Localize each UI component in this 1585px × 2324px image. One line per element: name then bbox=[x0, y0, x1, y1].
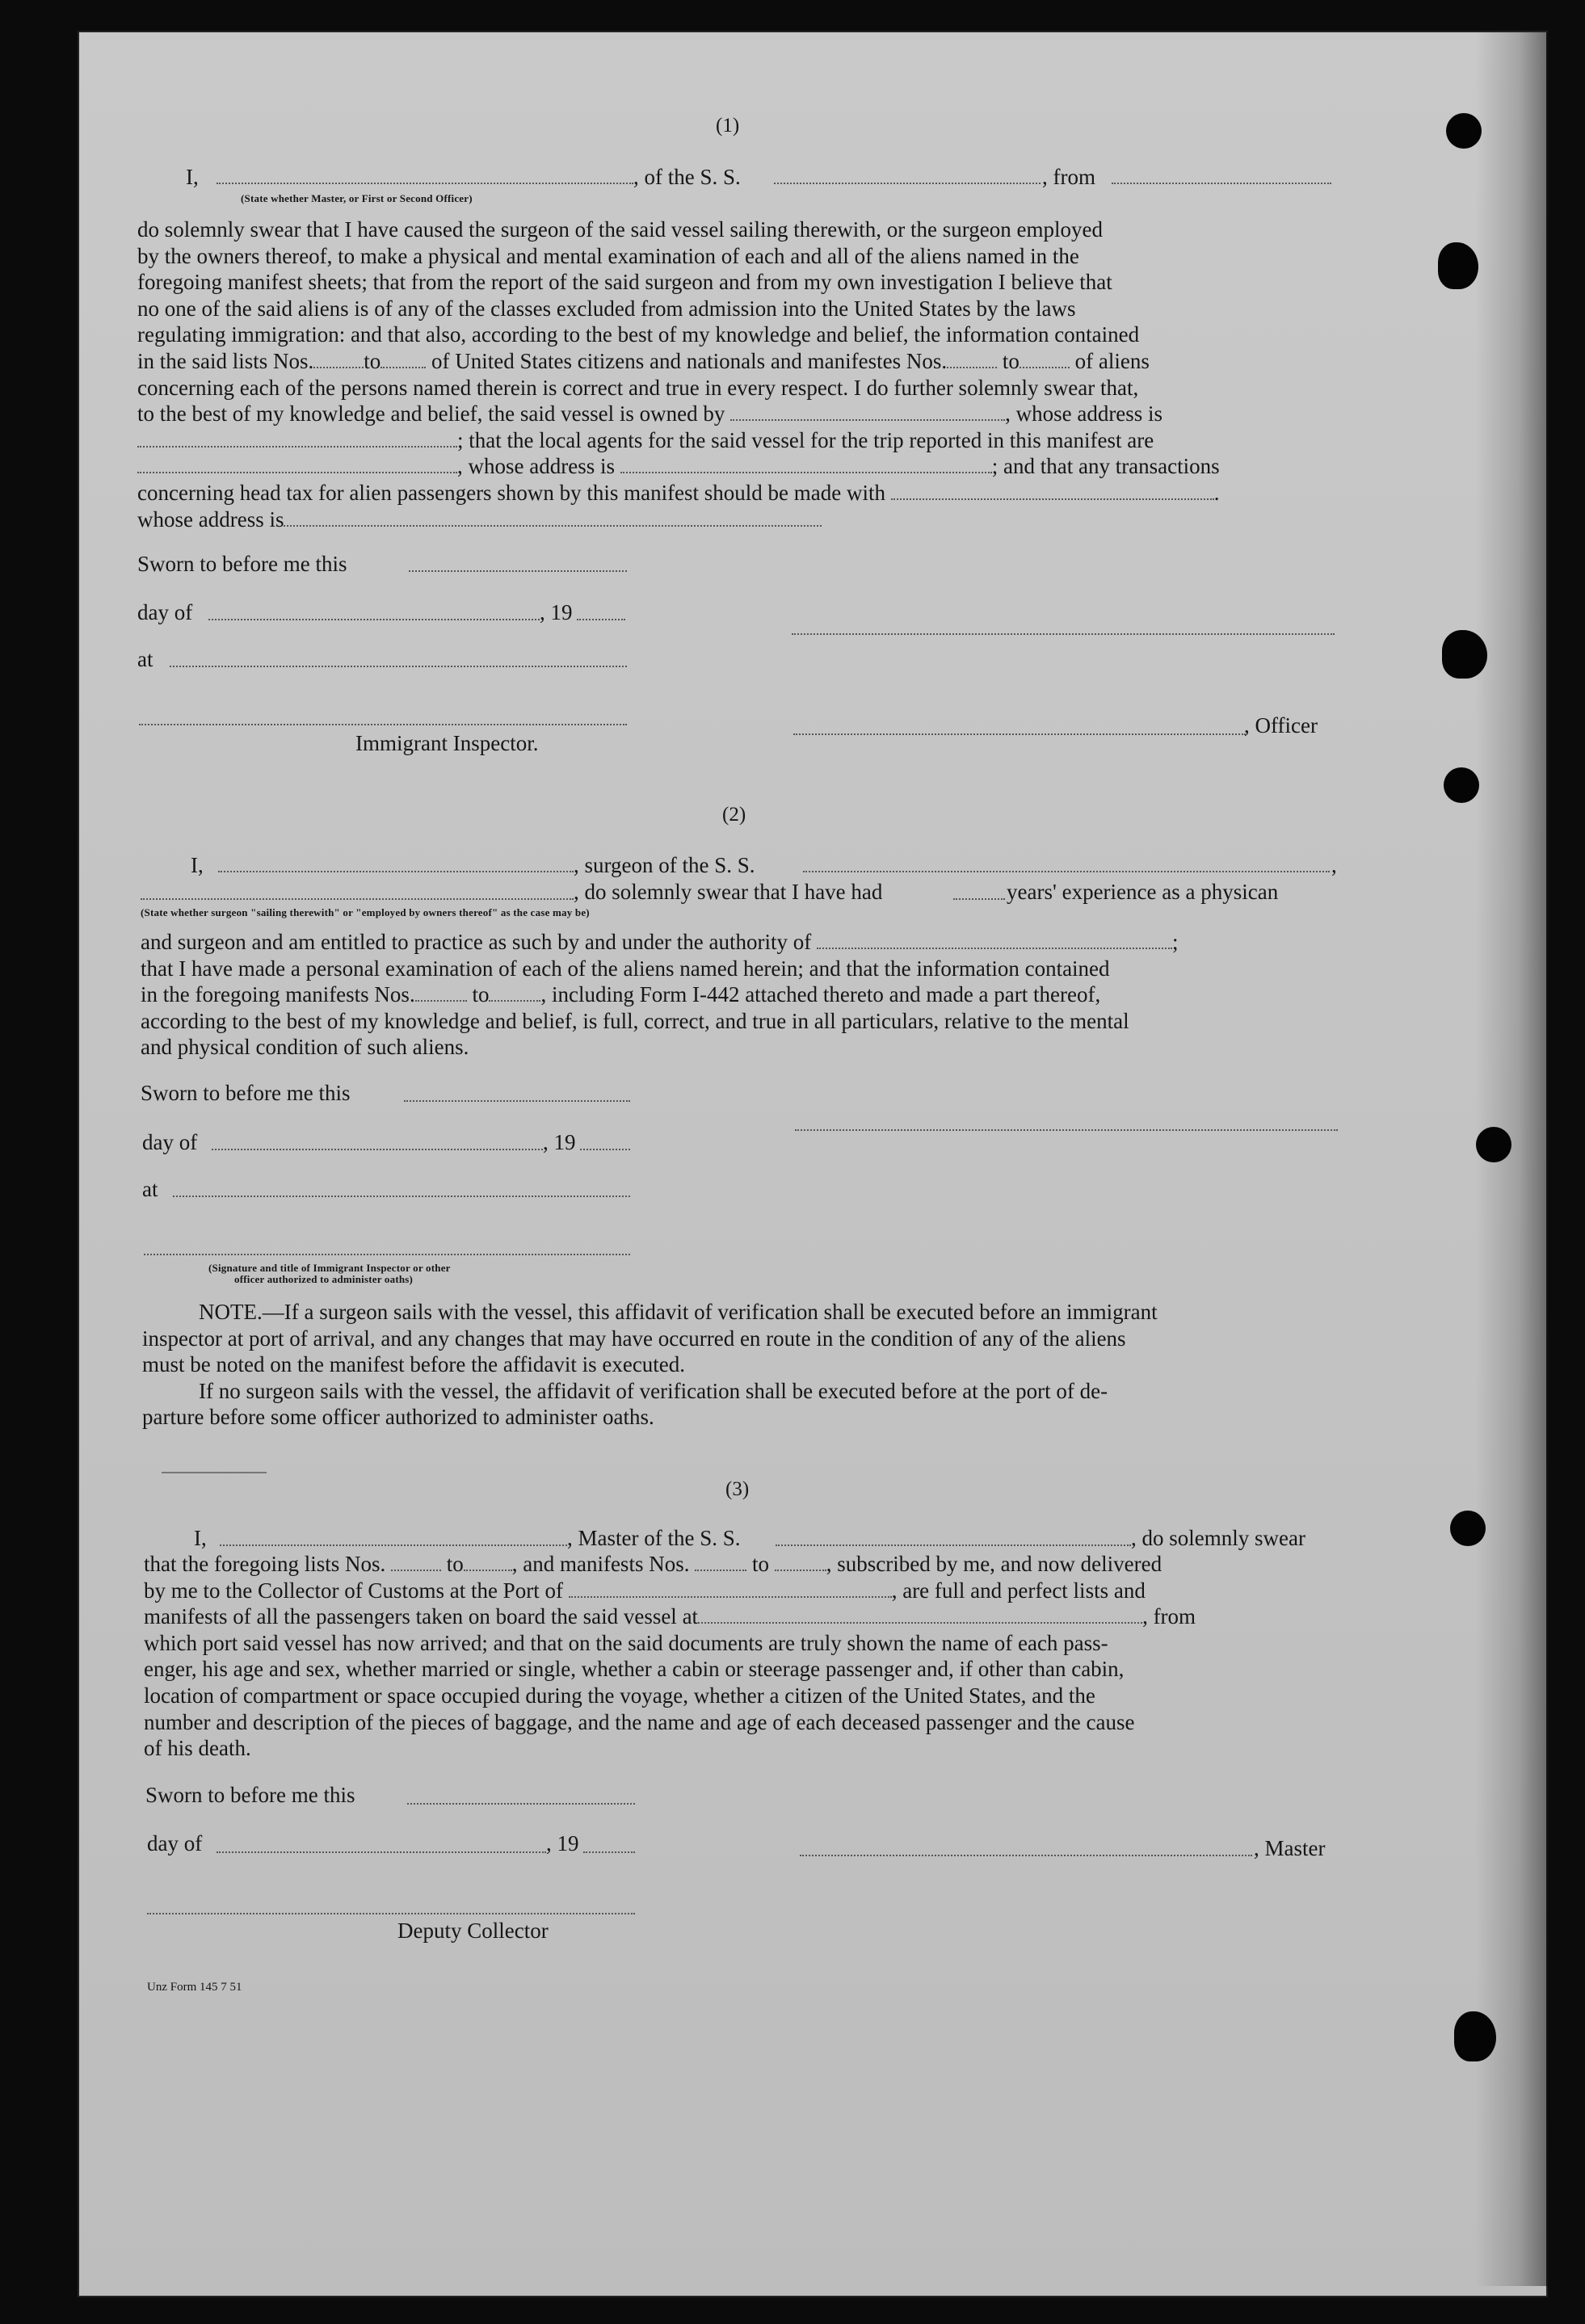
surgeon-swear-label: , do solemnly swear that I have had bbox=[574, 880, 883, 904]
agents-address-field[interactable] bbox=[620, 454, 992, 473]
citizen-list-to-field[interactable] bbox=[380, 349, 426, 368]
oath-lead: I, bbox=[194, 1526, 207, 1550]
master-ship-field[interactable] bbox=[776, 1544, 1131, 1546]
body-line: that the foregoing lists Nos. to , and manifests Nos. to , subscribed by me, and now delivered bbox=[144, 1552, 1162, 1576]
sworn-label: Sworn to before me this bbox=[137, 552, 347, 576]
body-line: according to the best of my knowledge and belief, is full, correct, and true in all particulars, relative to the mental bbox=[141, 1008, 1129, 1033]
section-divider bbox=[162, 1472, 267, 1473]
body-line: and surgeon and am entitled to practice as such by and under the authority of ; bbox=[141, 930, 1179, 954]
signature-note: (Signature and title of Immigrant Inspector or other bbox=[208, 1262, 451, 1274]
master-manifest-to-field[interactable] bbox=[775, 1552, 826, 1571]
sworn-date-field[interactable] bbox=[407, 1803, 635, 1805]
year-field[interactable] bbox=[580, 1149, 630, 1150]
body-line: number and description of the pieces of baggage, and the name and age of each deceased passenger and the cause bbox=[144, 1709, 1135, 1734]
master-name-field[interactable] bbox=[220, 1544, 567, 1546]
license-authority-field[interactable] bbox=[817, 930, 1172, 949]
alien-manifest-to-field[interactable] bbox=[1020, 349, 1070, 368]
surgeon-note bbox=[142, 1299, 1341, 1431]
surgeon-status-field[interactable] bbox=[141, 898, 574, 900]
day-of-field[interactable] bbox=[212, 1149, 543, 1150]
body-line: ; that the local agents for the said vessel for the trip reported in this manifest are bbox=[137, 427, 1336, 454]
body-line: which port said vessel has now arrived; and that on the said documents are truly shown the name of each pass- bbox=[144, 1630, 1108, 1655]
master-swear-label: , do solemnly swear bbox=[1131, 1526, 1305, 1550]
at-place-field[interactable] bbox=[173, 1196, 630, 1197]
customs-port-field[interactable] bbox=[569, 1578, 892, 1598]
day-of-field[interactable] bbox=[217, 1851, 546, 1853]
body-line: location of compartment or space occupied during the voyage, whether a citizen of the United States, and the bbox=[144, 1683, 1095, 1708]
officer-signature-line[interactable] bbox=[792, 633, 1335, 635]
day-of-field[interactable] bbox=[208, 619, 540, 620]
body-line: no one of the said aliens is of any of the classes excluded from admission into the United States by the laws bbox=[137, 296, 1076, 321]
body-line: to the best of my knowledge and belief, the said vessel is owned by , whose address is bbox=[137, 401, 1163, 427]
at-label: at bbox=[142, 1177, 158, 1201]
body-line: foregoing manifest sheets; that from the report of the said surgeon and from my own investigation I believe that bbox=[137, 270, 1112, 295]
year-field[interactable] bbox=[583, 1851, 635, 1853]
section-1-heading: (1) bbox=[716, 115, 740, 137]
note-line: NOTE.—If a surgeon sails with the vessel, this affidavit of verification shall be executed before an immigrant bbox=[199, 1300, 1158, 1324]
day-of-label: day of bbox=[142, 1130, 198, 1154]
surgeon-status-note: (State whether surgeon "sailing therewith" or "employed by owners thereof" as the case may be) bbox=[141, 906, 590, 918]
surgeon-signature-line[interactable] bbox=[795, 1129, 1338, 1131]
at-label: at bbox=[137, 647, 153, 671]
body-line: of his death. bbox=[144, 1736, 251, 1761]
torn-edge-mark bbox=[1454, 2011, 1496, 2061]
master-list-to-field[interactable] bbox=[464, 1552, 512, 1571]
at-place-field[interactable] bbox=[170, 666, 627, 667]
signature-note: officer authorized to administer oaths) bbox=[234, 1273, 414, 1285]
surgeon-manifest-to-field[interactable] bbox=[489, 982, 540, 1002]
body-line: in the foregoing manifests Nos. to , including Form I-442 attached thereto and made a part thereof, bbox=[141, 982, 1101, 1007]
section-3-body bbox=[144, 1551, 1344, 1762]
ship-label: , of the S. S. bbox=[633, 165, 741, 189]
sworn-date-field[interactable] bbox=[409, 570, 627, 572]
day-of-label: day of bbox=[137, 600, 193, 624]
collector-signature-line[interactable] bbox=[147, 1913, 635, 1914]
section-3-heading: (3) bbox=[725, 1478, 750, 1500]
ship-name-field[interactable] bbox=[774, 183, 1041, 184]
section-1-body bbox=[137, 216, 1336, 532]
section-2-body bbox=[141, 929, 1336, 1061]
year-label: , 19 bbox=[540, 600, 573, 624]
surgeon-ship-field[interactable] bbox=[803, 871, 1330, 872]
oath-lead: I, bbox=[191, 853, 204, 877]
note-line: inspector at port of arrival, and any changes that may have occurred en route in the condition of any of the aliens bbox=[142, 1326, 1126, 1351]
officer-name-field[interactable] bbox=[217, 183, 633, 184]
from-label: , from bbox=[1042, 165, 1095, 189]
body-line: manifests of all the passengers taken on board the said vessel at , from bbox=[144, 1604, 1196, 1629]
officer-title: , Officer bbox=[1244, 713, 1318, 738]
surgeon-ship-label: , surgeon of the S. S. bbox=[574, 853, 755, 877]
body-line: by the owners thereof, to make a physical and mental examination of each and all of the aliens named in the bbox=[137, 243, 1079, 268]
form-identifier: Unz Form 145 7 51 bbox=[147, 1981, 242, 1994]
local-agents-field[interactable] bbox=[137, 454, 457, 473]
years-label: years' experience as a physican bbox=[1007, 880, 1279, 904]
years-experience-field[interactable] bbox=[953, 898, 1005, 900]
section-2-heading: (2) bbox=[722, 804, 746, 826]
binder-hole bbox=[1450, 1511, 1486, 1546]
binder-hole bbox=[1444, 767, 1479, 803]
year-label: , 19 bbox=[546, 1831, 579, 1855]
body-line: concerning head tax for alien passengers shown by this manifest should be made with . bbox=[137, 480, 1220, 505]
torn-edge-mark bbox=[1438, 242, 1478, 289]
officer-signature-line[interactable] bbox=[144, 1254, 630, 1255]
master-list-from-field[interactable] bbox=[391, 1552, 441, 1571]
year-label: , 19 bbox=[543, 1130, 576, 1154]
boarding-port-field[interactable] bbox=[698, 1604, 1142, 1624]
body-line: do solemnly swear that I have caused the surgeon of the said vessel sailing therewith, or the surgeon employed bbox=[137, 217, 1103, 242]
officer-rank-note: (State whether Master, or First or Second Officer) bbox=[241, 192, 473, 204]
body-line: regulating immigration: and that also, according to the best of my knowledge and belief, the information contained bbox=[137, 322, 1140, 347]
note-line: must be noted on the manifest before the affidavit is executed. bbox=[142, 1352, 686, 1377]
vessel-owner-field[interactable] bbox=[730, 401, 1005, 421]
year-field[interactable] bbox=[577, 619, 625, 620]
body-line: that I have made a personal examination of each of the aliens named herein; and that the information contained bbox=[141, 956, 1110, 981]
sworn-label: Sworn to before me this bbox=[145, 1783, 355, 1807]
collector-title: Deputy Collector bbox=[397, 1918, 549, 1943]
from-port-field[interactable] bbox=[1112, 183, 1331, 184]
head-tax-address-field[interactable] bbox=[284, 507, 822, 527]
master-title: , Master bbox=[1254, 1836, 1326, 1860]
sworn-label: Sworn to before me this bbox=[141, 1081, 351, 1105]
body-line: by me to the Collector of Customs at the Port of , are full and perfect lists and bbox=[144, 1578, 1146, 1603]
body-line: concerning each of the persons named therein is correct and true in every respect. I do further solemnly swear that, bbox=[137, 375, 1139, 400]
inspector-signature-line[interactable] bbox=[139, 724, 627, 725]
master-ship-label: , Master of the S. S. bbox=[567, 1526, 741, 1550]
binder-hole bbox=[1446, 113, 1482, 149]
binder-hole bbox=[1476, 1127, 1511, 1162]
body-line: and physical condition of such aliens. bbox=[141, 1035, 469, 1060]
surgeon-manifest-from-field[interactable] bbox=[415, 982, 467, 1002]
body-line: in the said lists Nos. to of United States citizens and nationals and manifestes Nos. to of aliens bbox=[137, 348, 1150, 373]
torn-edge-mark bbox=[1442, 630, 1487, 679]
oath-lead: I, bbox=[186, 165, 199, 189]
body-line: whose address is bbox=[137, 506, 1336, 533]
inspector-title: Immigrant Inspector. bbox=[355, 731, 539, 755]
officer-title-line[interactable] bbox=[793, 733, 1246, 735]
alien-manifest-from-field[interactable] bbox=[947, 349, 997, 368]
day-of-label: day of bbox=[147, 1831, 203, 1855]
surgeon-name-field[interactable] bbox=[218, 871, 574, 872]
citizen-list-from-field[interactable] bbox=[313, 349, 364, 368]
head-tax-party-field[interactable] bbox=[891, 481, 1214, 500]
comma: , bbox=[1331, 853, 1337, 877]
note-line: If no surgeon sails with the vessel, the affidavit of verification shall be executed before at the port of de- bbox=[199, 1378, 1108, 1403]
master-manifest-from-field[interactable] bbox=[695, 1552, 746, 1571]
master-signature-line[interactable] bbox=[800, 1855, 1252, 1856]
body-line: enger, his age and sex, whether married or single, whether a cabin or steerage passenger and, if other than cabin, bbox=[144, 1657, 1125, 1682]
sworn-date-field[interactable] bbox=[404, 1100, 630, 1102]
note-line: parture before some officer authorized to administer oaths. bbox=[142, 1405, 654, 1430]
owner-address-field[interactable] bbox=[137, 428, 457, 448]
body-line: , whose address is ; and that any transactions bbox=[137, 453, 1336, 480]
